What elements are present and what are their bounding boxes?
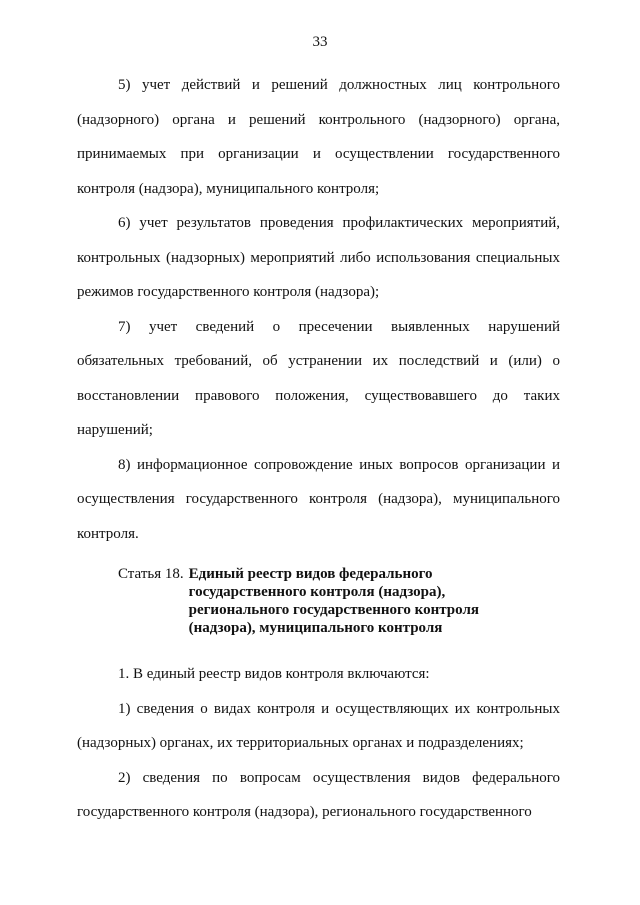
paragraph-part-1-item-2: 2) сведения по вопросам осуществления видов федерального государственного контроля (надзора), регионального государственного: [77, 769, 560, 820]
paragraph-item-8: 8) информационное сопровождение иных вопросов организации и осуществления государственного контроля (надзора), муниципального контроля.: [77, 456, 560, 542]
article-title: Единый реестр видов федерального государственного контроля (надзора), регионального государственного контроля (надзора), муниципального контроля: [188, 566, 479, 636]
paragraph-item-7: 7) учет сведений о пресечении выявленных нарушений обязательных требований, об устранении их последствий и (или) о восстановлении правового положения, существовавшего до таких нарушений;: [77, 318, 560, 438]
article-heading: [77, 565, 560, 637]
paragraph-part-1-item-1: 1) сведения о видах контроля и осуществляющих их контрольных (надзорных) органах, их территориальных органах и подразделениях;: [77, 700, 560, 751]
article-label: Статья 18.: [118, 566, 184, 582]
paragraph-item-5: 5) учет действий и решений должностных лиц контрольного (надзорного) органа и решений контрольного (надзорного) органа, принимаемых при организации и осуществлении государственного контроля (надзора), муниципального контроля;: [77, 77, 560, 197]
document-body: [77, 68, 560, 830]
page-number: 33: [312, 34, 328, 50]
paragraph-item-6: 6) учет результатов проведения профилактических мероприятий, контрольных (надзорных) мероприятий либо использования специальных режимов государственного контроля (надзора);: [77, 215, 560, 300]
paragraph-part-1: 1. В единый реестр видов контроля включаются:: [118, 666, 430, 682]
